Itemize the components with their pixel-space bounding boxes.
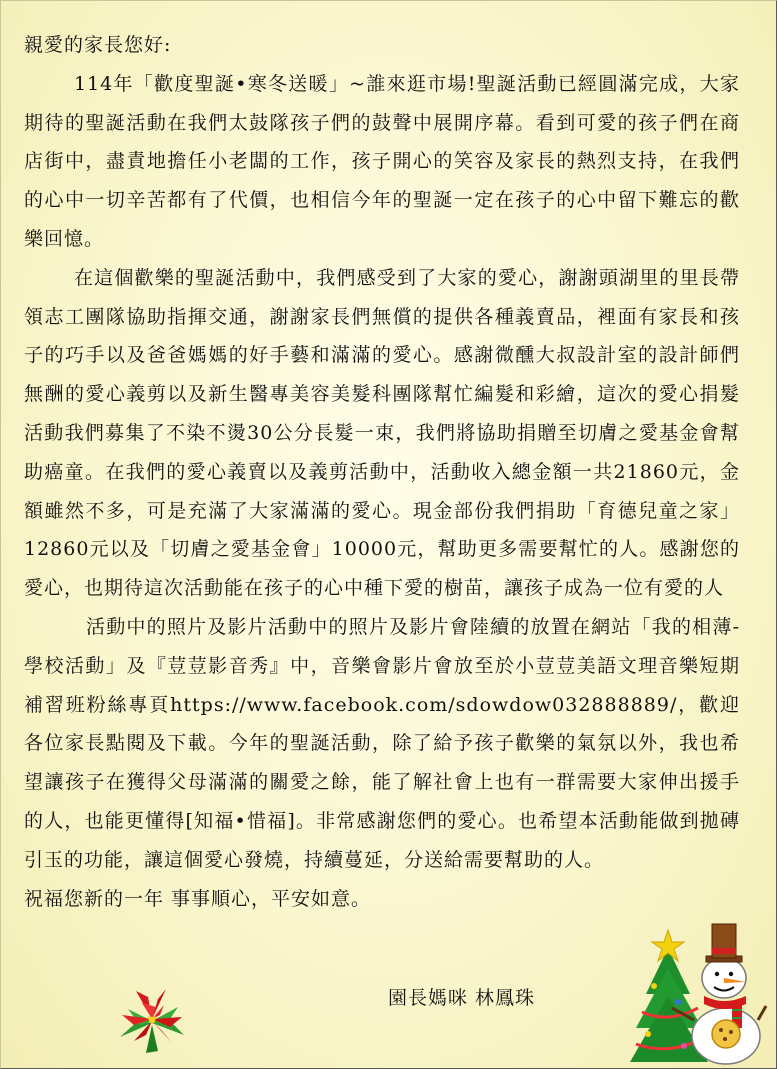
- poinsettia-icon: [116, 985, 188, 1055]
- letter-signature: 園長媽咪 林鳳珠: [388, 987, 536, 1009]
- letter-greeting: 親愛的家長您好:: [24, 34, 172, 56]
- letter-closing: 祝福您新的一年 事事順心，平安如意。: [24, 887, 372, 910]
- snowman-christmas-tree-icon: [628, 916, 768, 1066]
- letter-paragraph-2: 在這個歡樂的聖誕活動中，我們感受到了大家的愛心，謝謝頭湖里的里長帶領志工團隊協助指揮交通，謝謝家長們無償的提供各種義賣品，裡面有家長和孩子的巧手以及爸爸媽媽的好手藝和滿滿的愛心。感謝微醺大叔設計室的設計師們無酬的愛心義剪以及新生醫專美容美髮科團隊幫忙編髮和彩繪，這次的愛心捐髮活動我們募集了不染不燙30公分長髮一束，我們將協助捐贈至切膚之愛基金會幫助癌童。在我們的愛心義賣以及義剪活動中，活動收入總金額一共21860元，金額雖然不多，可是充滿了大家滿滿的愛心。現金部份我們捐助「育德兒童之家」12860元以及「切膚之愛基金會」10000元，幫助更多需要幫忙的人。感謝您的愛心，也期待這次活動能在孩子的心中種下愛的樹苗，讓孩子成為一位有愛的人: [24, 266, 740, 600]
- letter-body: [24, 26, 740, 918]
- letter-paragraph-3: 活動中的照片及影片活動中的照片及影片會陸續的放置在網站「我的相薄-學校活動」及『荳荳影音秀』中，音樂會影片會放至於小荳荳美語文理音樂短期補習班粉絲專頁https://www.facebook.com/sdowdow032888889/，歡迎各位家長點閱及下載。今年的聖誕活動，除了給予孩子歡樂的氣氛以外，我也希望讓孩子在獲得父母滿滿的關愛之餘，能了解社會上也有一群需要大家伸出援手的人，也能更懂得[知福•惜福]。非常感謝您們的愛心。也希望本活動能做到拋磚引玉的功能，讓這個愛心發燒，持續蔓延，分送給需要幫助的人。: [24, 615, 740, 871]
- letter-paragraph-1: 114年「歡度聖誕•寒冬送暖」~誰來逛市場!聖誕活動已經圓滿完成，大家期待的聖誕活動在我們太鼓隊孩子們的鼓聲中展開序幕。看到可愛的孩子們在商店街中，盡責地擔任小老闆的工作，孩子開心的笑容及家長的熱烈支持，在我們的心中一切辛苦都有了代價，也相信今年的聖誕一定在孩子的心中留下難忘的歡樂回憶。: [24, 72, 740, 250]
